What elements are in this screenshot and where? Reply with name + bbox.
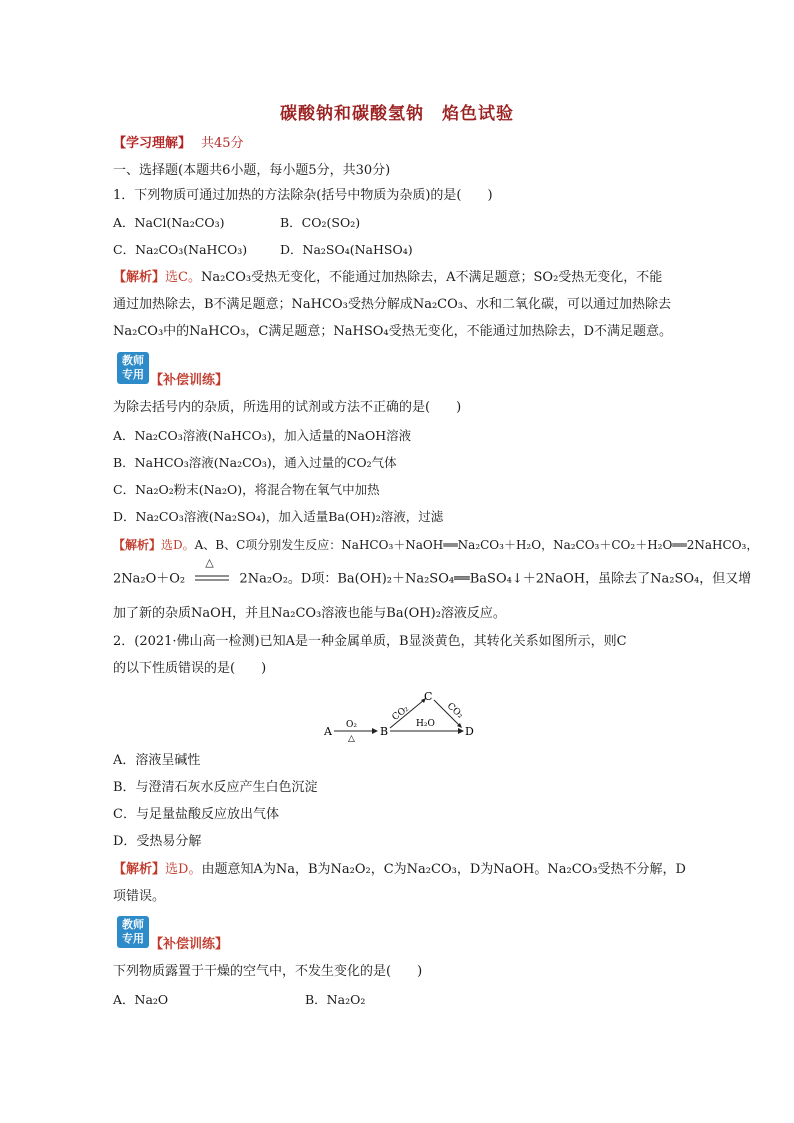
badge-line1: 教师 — [122, 354, 144, 367]
section-tag: 【学习理解】 — [113, 136, 192, 151]
badge-line1: 教师 — [122, 918, 144, 931]
supp1-option-b: B．NaHCO₃溶液(Na₂CO₃)，通入过量的CO₂气体 — [113, 455, 397, 470]
label-o2: O₂ — [346, 720, 357, 730]
q1-option-a: A．NaCl(Na₂CO₃) — [113, 215, 225, 230]
analysis-tag: 【解析】 — [113, 270, 166, 285]
teacher-only-badge — [117, 352, 149, 384]
supp2-stem: 下列物质露置于干燥的空气中，不发生变化的是( ) — [113, 964, 423, 979]
q2-analysis-line2: 项错误。 — [113, 889, 166, 904]
analysis-text: 由题意知A为Na，B为Na₂O₂，C为Na₂CO₃，D为NaOH。Na₂CO₃受热不分解，D — [201, 862, 686, 877]
equation-right: 2Na₂O₂。D项：Ba(OH)₂＋Na₂SO₄══BaSO₄↓＋2NaOH，虽除去了Na₂SO₄，但又增 — [239, 571, 752, 587]
q2-stem-line2: 的以下性质错误的是( ) — [113, 661, 267, 676]
q1-analysis-line1 — [113, 269, 662, 287]
page-title: 碳酸钠和碳酸氢钠 焰色试验 — [280, 104, 514, 124]
label-co2-right: CO₂ — [444, 701, 465, 721]
analysis-text: A、B、C项分别发生反应：NaHCO₃＋NaOH══Na₂CO₃＋H₂O，Na₂CO₃＋CO₂＋H₂O══2NaHCO₃， — [194, 538, 759, 552]
analysis-answer: 选D。 — [165, 862, 202, 877]
analysis-tag: 【解析】 — [113, 862, 166, 877]
supp1-analysis-line3: 加了新的杂质NaOH，并且Na₂CO₃溶液也能与Ba(OH)₂溶液反应。 — [113, 606, 506, 621]
q2-option-a: A．溶液呈碱性 — [113, 753, 201, 768]
badge-line2: 专用 — [122, 932, 144, 945]
supp1-analysis-line1 — [113, 536, 758, 554]
analysis-answer: 选D。 — [161, 538, 195, 552]
supp1-option-a: A．Na₂CO₃溶液(NaHCO₃)，加入适量的NaOH溶液 — [113, 428, 412, 443]
section-header — [113, 132, 244, 151]
supp2-option-b: B．Na₂O₂ — [305, 992, 366, 1007]
supp1-stem: 为除去括号内的杂质，所选用的试剂或方法不正确的是( ) — [113, 400, 462, 415]
label-h2o: H₂O — [416, 719, 435, 729]
teacher-only-badge — [117, 916, 149, 948]
conversion-diagram — [320, 688, 480, 744]
supp1-analysis-line2 — [113, 556, 752, 589]
supplement-label: 【补偿训练】 — [150, 937, 229, 952]
analysis-tag: 【解析】 — [113, 538, 162, 552]
q2-analysis-line1 — [113, 861, 686, 879]
q1-stem: 1．下列物质可通过加热的方法除杂(括号中物质为杂质)的是( ) — [113, 188, 493, 203]
heat-symbol: △ — [205, 556, 214, 569]
supp2-option-a: A．Na₂O — [113, 992, 169, 1007]
node-b: B — [380, 725, 389, 738]
q1-option-c: C．Na₂CO₃(NaHCO₃) — [113, 242, 248, 257]
part-heading: 一、选择题(本题共6小题，每小题5分，共30分) — [113, 163, 391, 178]
supp1-option-c: C．Na₂O₂粉末(Na₂O)，将混合物在氧气中加热 — [113, 482, 380, 497]
double-line-icon — [195, 574, 229, 582]
q2-option-d: D．受热易分解 — [113, 834, 202, 849]
q2-stem-line1: 2．(2021·佛山高一检测)已知A是一种金属单质，B显淡黄色，其转化关系如图所示，则C — [113, 634, 627, 649]
node-a: A — [324, 725, 332, 738]
supplement-label: 【补偿训练】 — [150, 373, 229, 388]
node-d: D — [465, 725, 474, 738]
badge-line2: 专用 — [122, 368, 144, 381]
equation-left: 2Na₂O＋O₂ — [113, 571, 186, 587]
label-heat: △ — [348, 734, 355, 744]
q2-option-b: B．与澄清石灰水反应产生白色沉淀 — [113, 780, 318, 795]
q1-option-b: B．CO₂(SO₂) — [280, 215, 361, 230]
heat-arrow — [195, 556, 229, 588]
analysis-text: Na₂CO₃受热无变化，不能通过加热除去，A不满足题意；SO₂受热无变化，不能 — [200, 270, 663, 285]
q1-analysis-line3: Na₂CO₃中的NaHCO₃，C满足题意；NaHSO₄受热无变化，不能通过加热除去，D不满足题意。 — [113, 324, 673, 339]
q2-option-c: C．与足量盐酸反应放出气体 — [113, 807, 279, 822]
analysis-answer: 选C。 — [165, 270, 201, 285]
supp1-option-d: D．Na₂CO₃溶液(Na₂SO₄)，加入适量Ba(OH)₂溶液，过滤 — [113, 509, 444, 524]
node-c: C — [424, 690, 433, 703]
label-co2-left: CO₂ — [390, 703, 411, 723]
q1-option-d: D．Na₂SO₄(NaHSO₄) — [280, 242, 413, 257]
section-score: 共45分 — [201, 136, 244, 151]
q1-analysis-line2: 通过加热除去，B不满足题意；NaHCO₃受热分解成Na₂CO₃、水和二氧化碳，可以通过加热除去 — [113, 297, 671, 312]
